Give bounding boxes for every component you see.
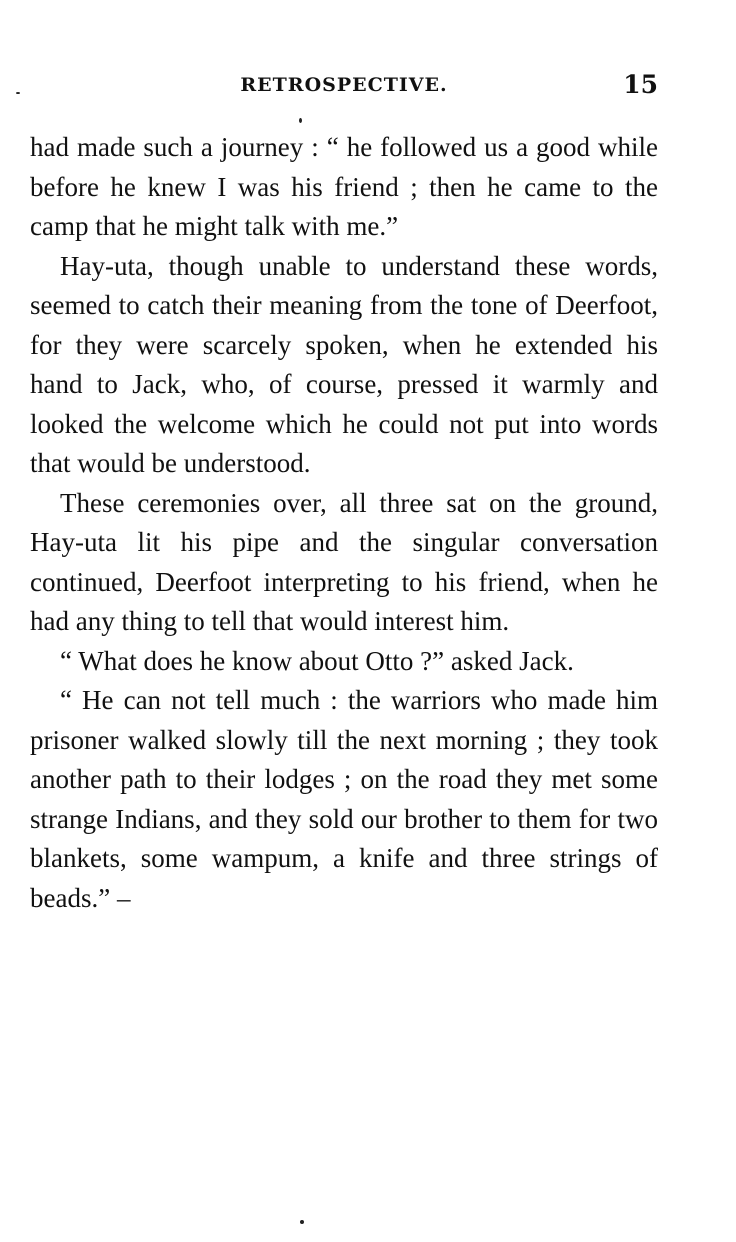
print-speck-margin [16,92,20,94]
paragraph-3: These ceremonies over, all three sat on the ground, Hay-uta lit his pipe and the singular conversation continued, Deerfoot interpreting to his friend, when he had any thing to tell that would interest him. [30,487,658,636]
print-speck-top [299,118,302,123]
paragraph-2: Hay-uta, though unable to understand these words, seemed to catch their meaning from the tone of Deerfoot, for they were scarcely spoken, when he extended his hand to Jack, who, of course, pressed it warmly and looked the welcome which he could not put into words that would be understood. [30,250,658,478]
paragraph-5: “ He can not tell much : the warriors who made him prisoner walked slowly till the next morning ; they took another path to their lodges ; on the road they met some strange Indians, and they sold our brother to them for two blankets, some wampum, a knife and three strings of beads.” – [30,685,658,913]
body-text [30,128,658,918]
print-speck-bottom [300,1220,304,1224]
page-number: 15 [623,70,658,99]
paragraph-1: had made such a journey : “ he followed us a good while before he knew I was his friend ; then he came to the camp that he might talk with me.” [30,132,658,241]
paragraph-4: “ What does he know about Otto ?” asked Jack. [60,645,574,676]
running-title: RETROSPECTIVE. [240,74,448,96]
running-head [30,70,658,104]
